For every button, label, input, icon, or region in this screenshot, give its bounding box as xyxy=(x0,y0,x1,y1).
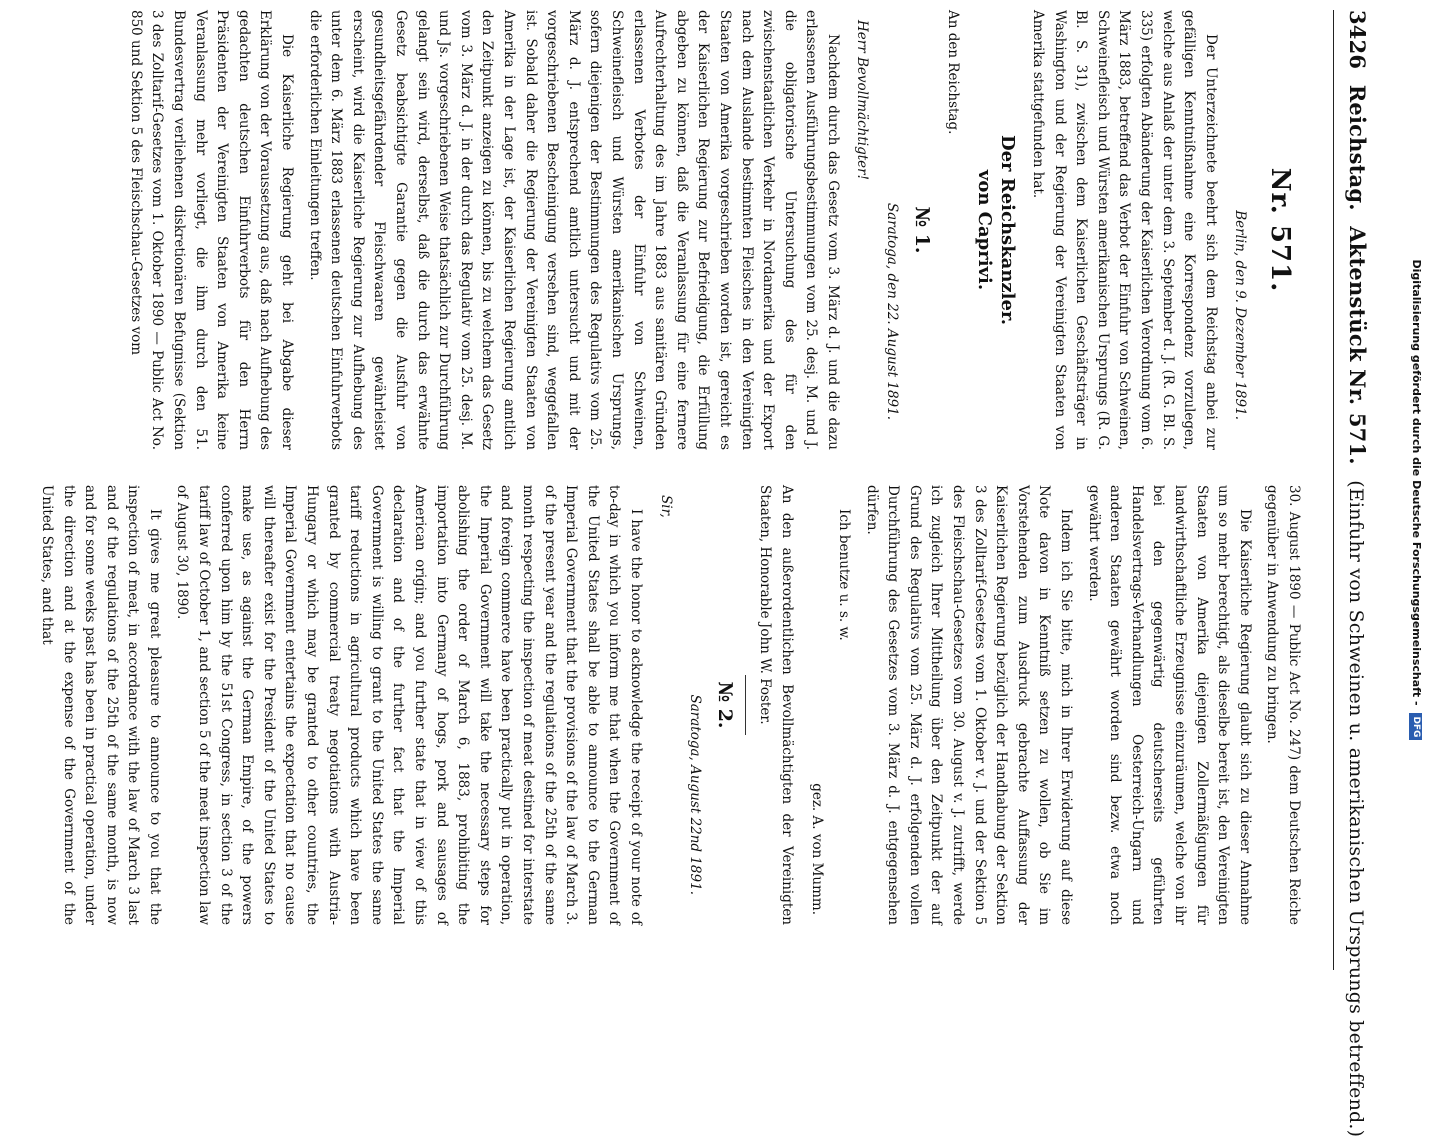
letter-2-paragraph-2: It gives me great pleasure to announce to you that the inspection of meat, in accordance with the law of March 3 last and of the regulations of the 25th of the same month, is now and for some weeks past has been in practical operation, under the direction and at the expense of the Government of the United States, and that xyxy=(38,485,163,925)
closing-formula: Ich benutze u. s. w. xyxy=(836,509,853,641)
dateline: Berlin, den 9. Dezember 1891. xyxy=(1232,210,1249,420)
letter-1-address: An den außerordentlichen Bevollmächtigten der Vereinigten Staaten, Honorable John W. Foster. xyxy=(757,485,795,925)
continuation-paragraph-3: Indem ich Sie bitte, mich in Ihrer Erwiderung auf diese Note davon in Kenntniß setzen zu wollen, ob Sie im Vorstehenden zum Ausdruck gebrachte Auffassung der Kaiserlichen Regierung bezüglich der Handhabung der Sektion 3 des Zolltarif-Gesetzes vom 1. Oktober v. J. und der Sektion 5 des Fleischschau-Gesetzes vom 30. August v. J. zutrifft, werde ich zugleich Ihrer Mittheilung über den Zeitpunkt der auf Grund des Regulativs vom 25. März d. J. erfolgenden vollen Durchführung des Gesetzes vom 3. März d. J. entgegensehen dürfen. xyxy=(863,485,1075,925)
page-number: 3426 xyxy=(1345,10,1370,70)
funding-text: Digitalisierung gefördert durch die Deutsche Forschungsgemeinschaft - xyxy=(1410,259,1423,706)
section-divider xyxy=(745,675,746,735)
letter-number-2: № 2. xyxy=(713,681,736,729)
letter-1-signature: gez. A. von Mumm. xyxy=(808,783,825,915)
letter-2-salutation: Sir, xyxy=(657,495,674,518)
signature-title: Der Reichskanzler. xyxy=(997,134,1019,326)
intro-paragraph: Der Unterzeichnete beehrt sich dem Reichstag anbei zur gefälligen Kenntnißnahme eine Korrespondenz vorzulegen, welche aus Anlaß der unter dem 3. September d. J. (R. G. Bl. S. 335) erfolgten Abänderung der Kaiserlichen Verordnung vom 6. März 1883, betreffend das Verbot der Einfuhr von Schweinen, Schweinefleisch und Würsten amerikanischen Ursprungs (R. G. Bl. S. 31), zwischen dem Kaiserlichen Geschäftsträger in Washington und der Regierung der Vereinigten Staaten von Amerika stattgefunden hat. xyxy=(1030,10,1219,450)
letter-1-paragraph-1: Nachdem durch das Gesetz vom 3. März d. J. und die dazu erlassenen Ausführungsbestimmungen vom 25. desj. M. und J. die obligatorische Untersuchung des für den zwischenstaatlichen Verkehr in Nordamerika und der Export nach dem Auslande bestimmten Fleisches in den Vereinigten Staaten von Amerika vorgeschrieben worden ist, gereicht es der Kaiserlichen Regierung zur Befriedigung, die Erfüllung abgeben zu können, daß die Veranlassung für eine fernere Aufrechterhaltung des im Jahre 1883 aus sanitären Gründen erlassenen Verbotes der Einfuhr von Schweinen, Schweinefleisch und Würsten amerikanischen Ursprungs, sofern diejenigen der Bestimmungen des Regulativs vom 25. März d. J. entsprechend amtlich untersucht und mit der vorgeschriebenen Bescheinigung versehen sind, weggefallen ist. Sobald daher die Regierung der Vereinigten Staaten von Amerika in der Lage ist, der Kaiserlichen Regierung amtlich den Zeitpunkt anzeigen zu können, bis zu welchem das Gesetz vom 3. März d. J. in der durch das Regulativ vom 25. desj. M. und Js. vorgeschriebenen Weise thatsächlich zur Durchführung gelangt sein wird, derselbst, daß die durch das erwähnte Gesetz beabsichtigte Garantie gegen die Ausfuhr von gesundheitsgefährdender Fleischwaaren gewährleistet erscheint, wird die Kaiserliche Regierung zur Aufhebung des unter dem 6. März 1883 erlassenen deutschen Einfuhrverbots die erforderlichen Einleitungen treffen. xyxy=(306,10,841,450)
letter-1-dateline: Saratoga, den 22. August 1891. xyxy=(884,202,901,420)
left-column xyxy=(118,10,1304,450)
letter-number-1: № 1. xyxy=(910,206,933,254)
continuation-paragraph-2: Die Kaiserliche Regierung glaubt sich zu dieser Annahme um so mehr berechtigt, als dieselbe bereit ist, den Vereinigten Staaten von Amerika diejenigen Zollermäßigungen für landwirthschaftliche Erzeugnisse einzuräumen, welche von ihr bei den gegenwärtig deutscherseits geführten Handelsvertrags-Verhandlungen Oesterreich-Ungarn und anderen Staaten gewährt worden sind bezw. etwa noch gewährt werden. xyxy=(1085,485,1253,925)
signature-name: von Caprivi. xyxy=(973,169,995,291)
funding-notice xyxy=(1400,0,1432,1000)
recipient: An den Reichstag. xyxy=(945,10,962,135)
right-column xyxy=(29,485,1304,925)
header-title: Reichstag. xyxy=(1345,84,1370,211)
document-heading: Nr. 571. xyxy=(1265,167,1295,293)
header-subtitle: (Einfuhr von Schweinen u. amerikanischen Ursprungs betreffend.) xyxy=(1345,480,1367,1138)
letter-2-paragraph-1: I have the honor to acknowledge the receipt of your note of to-day in which you inform me that when the Government of the United States shall be able to announce to the German Imperial Government that the provisions of the law of March 3. of the present year and the regulations of the 25th of the same month respecting the inspection of meat destined for interstate and foreign commerce have been practically put in operation, the Imperial Government will take the necessary steps for abolishing the order of March 6, 1883, prohibiting the importation into Germany of hogs, pork and sausages of American origin; and you further state that in view of this declaration and of the further fact that the Imperial Government is willing to grant to the United States the same tariff reductions in agricultural products which have been granted by commercial treaty negotiations with Austria-Hungary or which may be granted to other countries, the Imperial Government entertains the expectation that no cause will thereafter exist for the President of the United States to make use, as against the German Empire, of the powers conferred upon him by the 51st Congress, in section 3 of the tariff law of October 1, and section 5 of the meat inspection law of August 30, 1890. xyxy=(174,485,644,925)
header-rule xyxy=(1333,10,1334,970)
letter-1-paragraph-2: Die Kaiserliche Regierung geht bei Abgabe dieser Erklärung von der Voraussetzung aus, daß nach Aufhebung des gedachten deutschen Einfuhrverbots für den Herrn Präsidenten der Vereinigten Staaten von Amerika keine Veranlassung mehr vorliegt, die ihm durch den 51. Bundesvertrag verliehenen diskretionären Befugnisse (Sektion 3 des Zolltarif-Gesetzes vom 1. Oktober 1890 — Public Act No. 850 und Sektion 5 des Fleischschau-Gesetzes vom xyxy=(127,10,296,450)
running-header xyxy=(1336,10,1370,1138)
letter-2-dateline: Saratoga, August 22nd 1891. xyxy=(687,694,704,895)
funding-sidebar xyxy=(1400,0,1432,1000)
letter-1-salutation: Herr Bevollmächtigter! xyxy=(854,20,871,181)
document-reference: Aktenstück Nr. 571. xyxy=(1345,226,1370,465)
dfg-logo: DFG xyxy=(1410,713,1423,740)
continuation-paragraph-1: 30. August 1890 — Public Act No. 247) dem Deutschen Reiche gegenüber in Anwendung zu bringen. xyxy=(1264,485,1302,925)
